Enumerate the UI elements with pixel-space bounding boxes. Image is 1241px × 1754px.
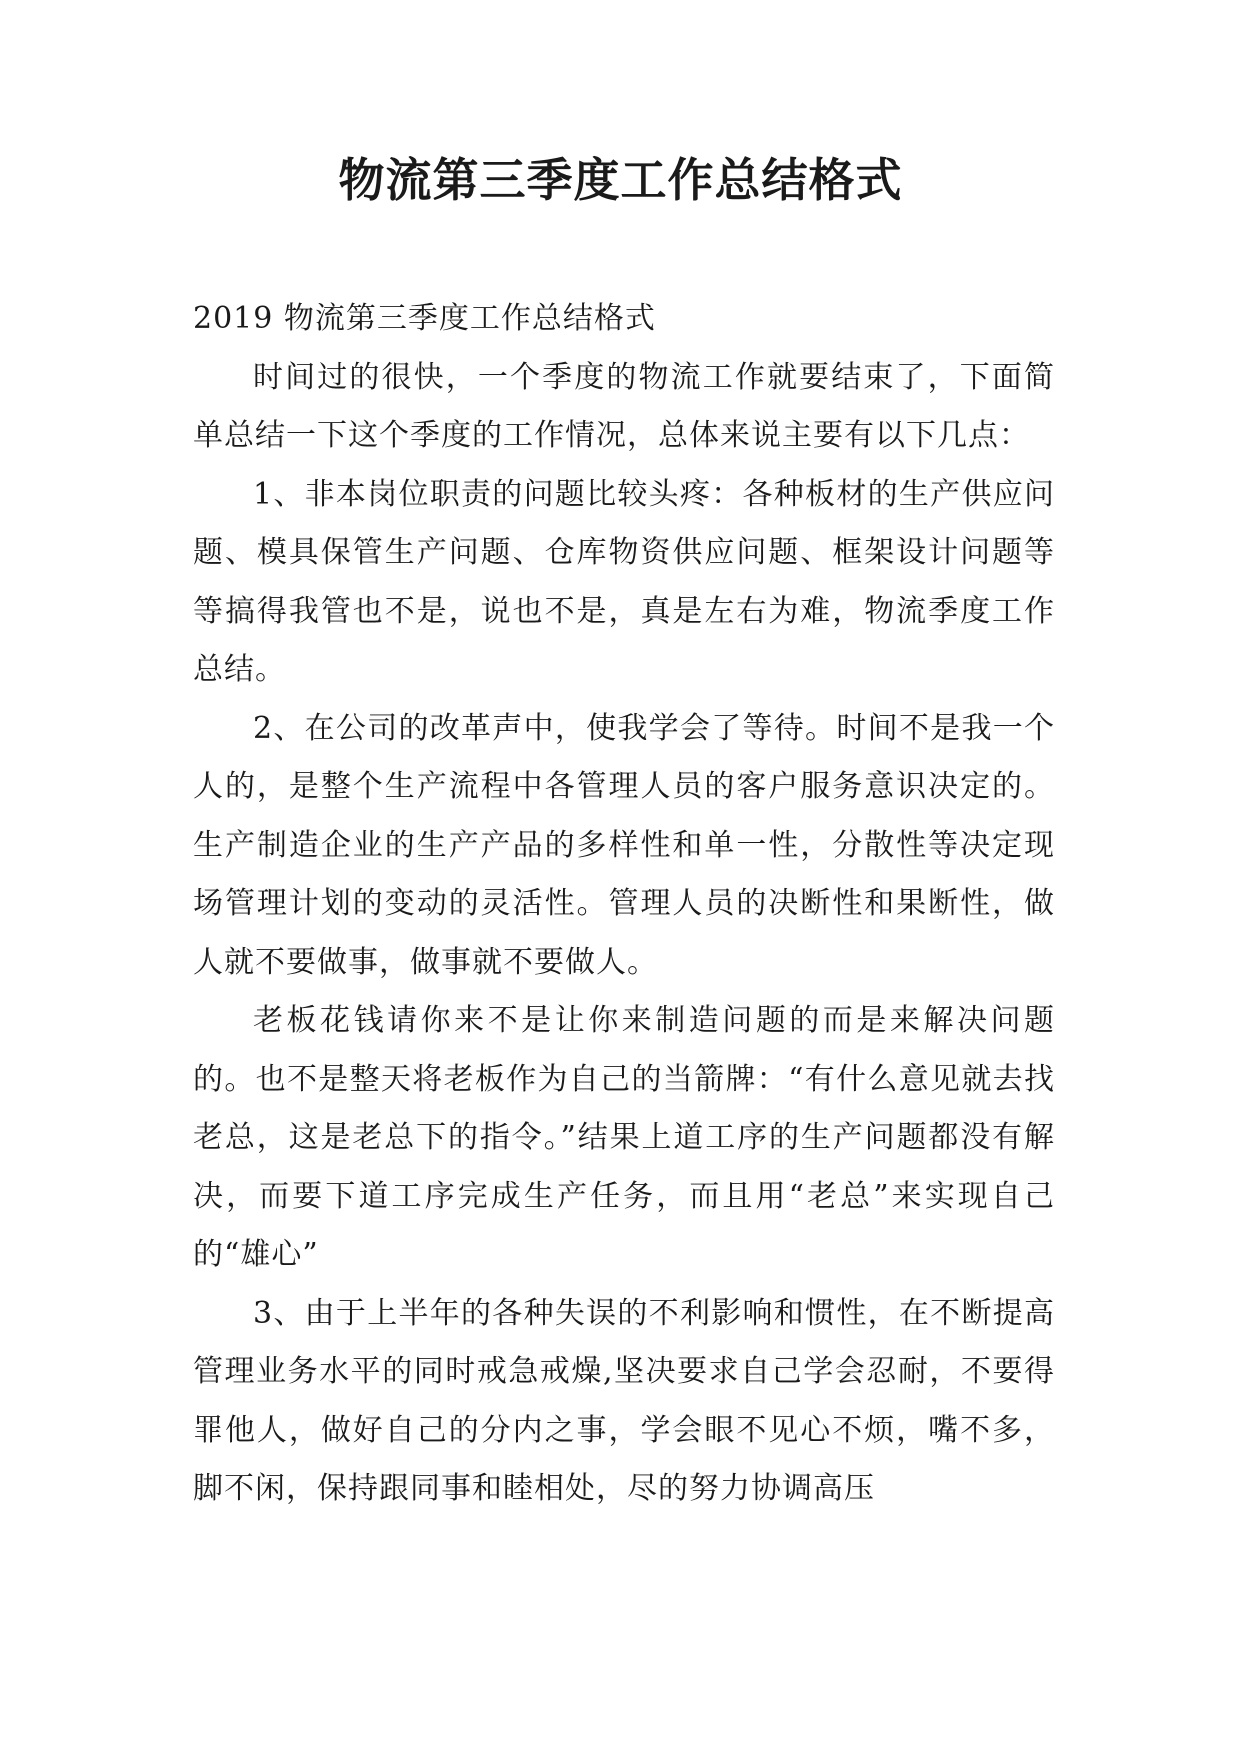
paragraph-boss: 老板花钱请你来不是让你来制造问题的而是来解决问题的。也不是整天将老板作为自己的当箭牌：“有什么意见就去找老总，这是老总下的指令。”结果上道工序的生产问题都没有解决，而要下道工序完成生产任务，而且用“老总”来实现自己的“雄心”: [193, 1003, 1055, 1272]
paragraph-intro: 时间过的很快，一个季度的物流工作就要结束了，下面简单总结一下这个季度的工作情况，总体来说主要有以下几点：: [193, 359, 1055, 453]
document-title: 物流第三季度工作总结格式: [338, 153, 903, 207]
paragraph-point-2: 2、在公司的改革声中，使我学会了等待。时间不是我一个人的，是整个生产流程中各管理人员的客户服务意识决定的。生产制造企业的生产产品的多样性和单一性，分散性等决定现场管理计划的变动的灵活性。管理人员的决断性和果断性，做人就不要做事，做事就不要做人。: [193, 710, 1055, 980]
paragraph-point-1: 1、非本岗位职责的问题比较头疼：各种板材的生产供应问题、模具保管生产问题、仓库物资供应问题、框架设计问题等等搞得我管也不是，说也不是，真是左右为难，物流季度工作总结。: [193, 476, 1055, 687]
paragraph-point-3: 3、由于上半年的各种失误的不利影响和惯性，在不断提高管理业务水平的同时戒急戒燥,坚决要求自己学会忍耐，不要得罪他人，做好自己的分内之事，学会眼不见心不烦，嘴不多，脚不闲，保持跟同事和睦相处，尽的努力协调高压: [193, 1295, 1055, 1506]
document-body: [193, 290, 1055, 1519]
document-subtitle: 2019 物流第三季度工作总结格式: [193, 301, 656, 336]
